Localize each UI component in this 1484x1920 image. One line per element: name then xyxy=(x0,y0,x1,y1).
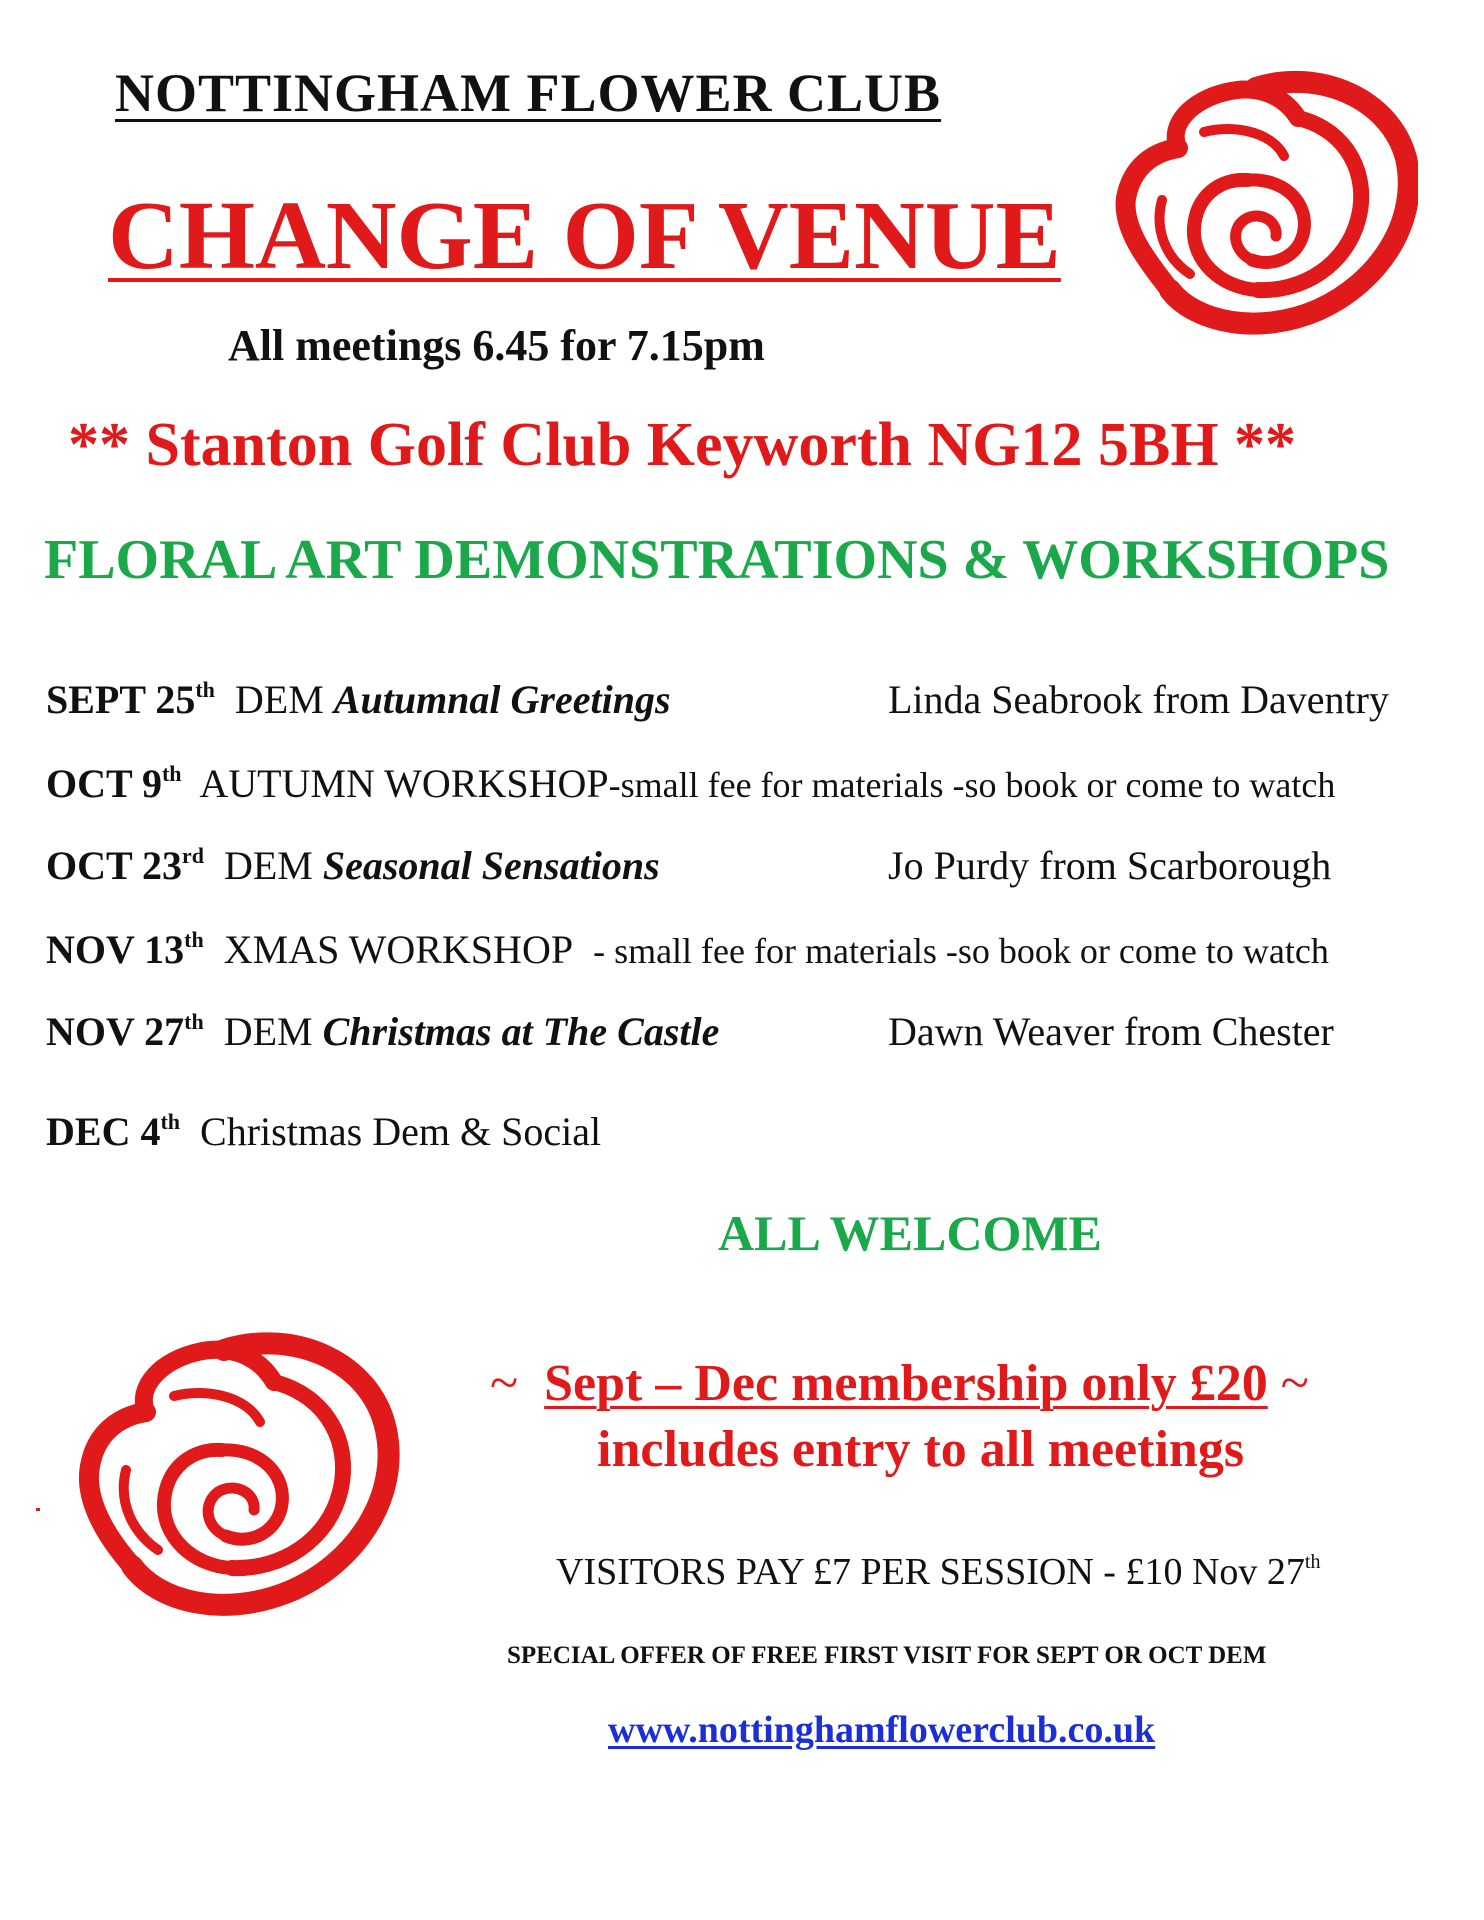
event-type: DEM xyxy=(223,843,313,888)
event-type: DEM xyxy=(223,1009,313,1054)
visitor-fee-text: VISITORS PAY £7 PER SESSION - £10 Nov 27 xyxy=(556,1551,1305,1593)
event-date-suffix: th xyxy=(160,1109,181,1134)
event-row xyxy=(46,676,671,723)
event-type: DEM xyxy=(234,677,324,722)
event-date: NOV 13 xyxy=(46,927,185,972)
event-date: OCT 9 xyxy=(46,761,162,806)
all-welcome: ALL WELCOME xyxy=(718,1205,1102,1261)
event-date-suffix: th xyxy=(184,927,204,952)
membership-includes: includes entry to all meetings xyxy=(597,1421,1245,1478)
tilde-left: ~ xyxy=(490,1355,519,1412)
membership-offer xyxy=(490,1354,1309,1413)
meeting-times: All meetings 6.45 for 7.15pm xyxy=(228,321,765,370)
visitor-fee-suffix: th xyxy=(1304,1551,1321,1573)
event-note: - small fee for materials -so book or come to watch xyxy=(593,931,1329,971)
event-row xyxy=(46,1108,601,1155)
programme-subtitle: FLORAL ART DEMONSTRATIONS & WORKSHOPS xyxy=(44,529,1390,591)
event-date: OCT 23 xyxy=(46,843,182,888)
club-title: NOTTINGHAM FLOWER CLUB xyxy=(115,63,942,123)
membership-price: Sept – Dec membership only £20 xyxy=(544,1355,1268,1412)
tilde-right: ~ xyxy=(1280,1355,1309,1412)
event-date: NOV 27 xyxy=(46,1009,185,1054)
event-title: Seasonal Sensations xyxy=(322,843,660,888)
visitor-fee xyxy=(556,1550,1320,1594)
event-type: Christmas Dem & Social xyxy=(200,1109,602,1154)
event-date: SEPT 25 xyxy=(46,677,196,722)
event-type: AUTUMN WORKSHOP xyxy=(199,761,609,806)
event-speaker: Dawn Weaver from Chester xyxy=(888,1009,1334,1054)
event-row xyxy=(46,760,1335,807)
rose-icon xyxy=(1108,60,1418,336)
event-row xyxy=(46,926,1329,973)
website-link[interactable]: www.nottinghamflowerclub.co.uk xyxy=(608,1709,1156,1751)
event-date-suffix: rd xyxy=(181,843,204,868)
red-dot-mark xyxy=(36,1508,40,1511)
event-title: Autumnal Greetings xyxy=(333,677,671,722)
event-title: Christmas at The Castle xyxy=(322,1009,720,1054)
event-date-suffix: th xyxy=(184,1009,204,1034)
event-speaker: Linda Seabrook from Daventry xyxy=(888,677,1389,722)
event-type: XMAS WORKSHOP xyxy=(223,927,574,972)
venue-address: ** Stanton Golf Club Keyworth NG12 5BH ** xyxy=(68,411,1297,479)
event-row xyxy=(46,1008,719,1055)
event-date-suffix: th xyxy=(195,677,215,702)
rose-icon xyxy=(74,1320,404,1620)
event-note: -small fee for materials -so book or come to watch xyxy=(608,765,1336,805)
event-speaker: Jo Purdy from Scarborough xyxy=(888,843,1332,888)
event-date: DEC 4 xyxy=(46,1109,161,1154)
special-offer: SPECIAL OFFER OF FREE FIRST VISIT FOR SEPT OR OCT DEM xyxy=(507,1642,1267,1669)
change-of-venue-heading: CHANGE OF VENUE xyxy=(108,182,1061,290)
event-date-suffix: th xyxy=(161,761,182,786)
event-row xyxy=(46,842,660,889)
